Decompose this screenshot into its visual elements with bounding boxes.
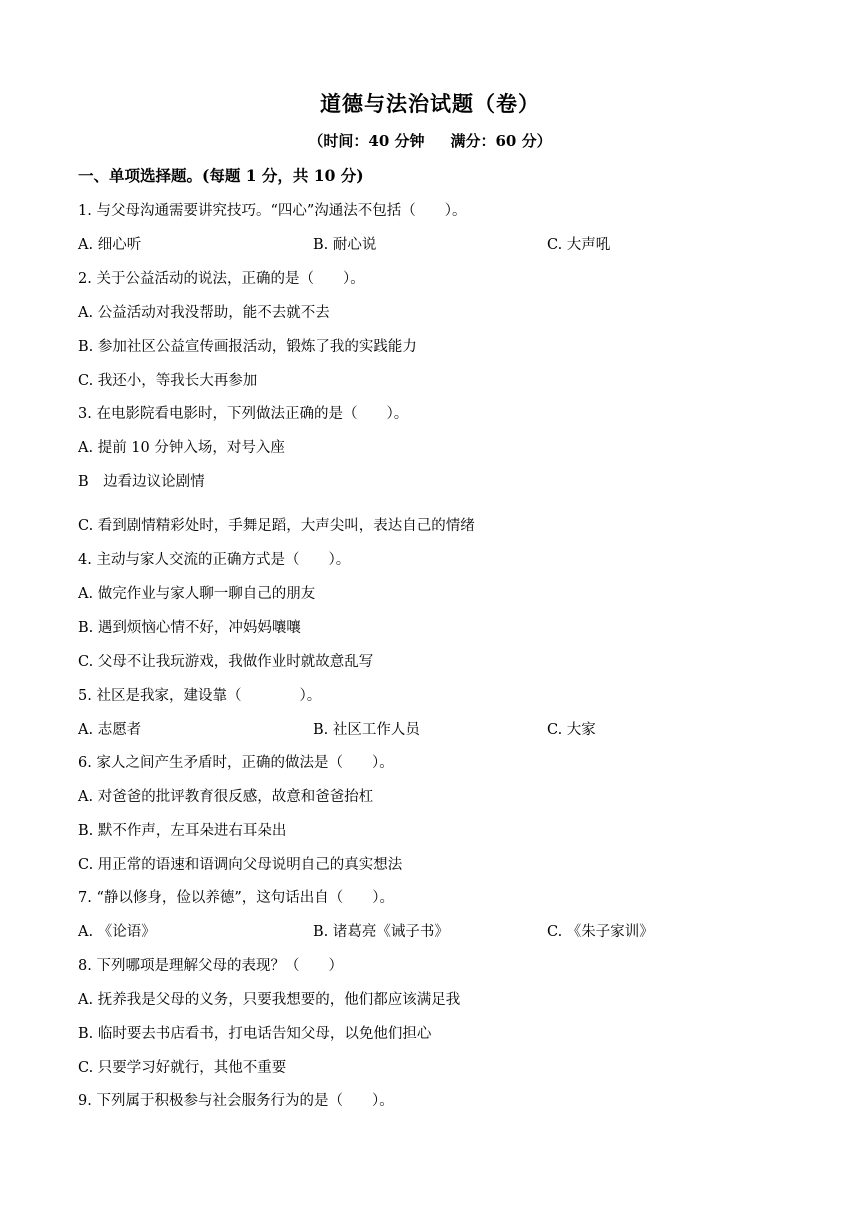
exam-score: 满分：60 分） — [450, 132, 552, 150]
page-title: 道德与法治试题（卷） — [320, 91, 540, 116]
question-1-option-c: C. 大声吼 — [547, 237, 611, 253]
question-2-option-a: A. 公益活动对我没帮助，能不去就不去 — [78, 305, 330, 321]
question-5-options — [78, 718, 778, 738]
question-7-option-c: C. 《朱子家训》 — [547, 924, 654, 940]
question-5-option-b: B. 社区工作人员 — [313, 722, 420, 738]
question-5-option-a: A. 志愿者 — [78, 722, 142, 738]
exam-info — [0, 130, 860, 151]
question-3-option-c: C. 看到剧情精彩处时，手舞足蹈，大声尖叫，表达自己的情绪 — [78, 518, 475, 534]
section-heading: 一、单项选择题。(每题 1 分，共 10 分) — [78, 166, 364, 185]
question-3-stem: 3. 在电影院看电影时，下列做法正确的是（ ）。 — [78, 406, 409, 422]
exam-time: （时间：40 分钟 — [308, 132, 425, 150]
question-1-option-b: B. 耐心说 — [313, 237, 377, 253]
question-2-stem: 2. 关于公益活动的说法，正确的是（ ）。 — [78, 271, 365, 287]
question-1-stem: 1. 与父母沟通需要讲究技巧。“四心”沟通法不包括（ ）。 — [78, 203, 467, 219]
question-3-option-a: A. 提前 10 分钟入场，对号入座 — [78, 440, 285, 456]
question-8-option-b: B. 临时要去书店看书，打电话告知父母，以免他们担心 — [78, 1026, 432, 1042]
question-5-stem: 5. 社区是我家，建设靠（ ）。 — [78, 688, 322, 704]
question-3-option-b: B 边看边议论剧情 — [78, 474, 205, 490]
question-7-options — [78, 920, 778, 940]
question-4-option-b: B. 遇到烦恼心情不好，冲妈妈嚷嚷 — [78, 620, 301, 636]
question-2-option-b: B. 参加社区公益宣传画报活动，锻炼了我的实践能力 — [78, 339, 417, 355]
question-1-option-a: A. 细心听 — [78, 237, 142, 253]
question-7-option-b: B. 诸葛亮《诫子书》 — [313, 924, 449, 940]
question-4-stem: 4. 主动与家人交流的正确方式是（ ）。 — [78, 552, 351, 568]
question-4-option-a: A. 做完作业与家人聊一聊自己的朋友 — [78, 586, 316, 602]
question-1-options — [78, 233, 778, 253]
question-7-option-a: A. 《论语》 — [78, 924, 156, 940]
question-6-option-b: B. 默不作声，左耳朵进右耳朵出 — [78, 823, 287, 839]
question-2-option-c: C. 我还小，等我长大再参加 — [78, 373, 258, 389]
question-6-option-c: C. 用正常的语速和语调向父母说明自己的真实想法 — [78, 857, 403, 873]
question-9-stem: 9. 下列属于积极参与社会服务行为的是（ ）。 — [78, 1093, 394, 1109]
question-6-stem: 6. 家人之间产生矛盾时，正确的做法是（ ）。 — [78, 755, 394, 771]
question-6-option-a: A. 对爸爸的批评教育很反感，故意和爸爸抬杠 — [78, 789, 374, 805]
question-8-stem: 8. 下列哪项是理解父母的表现？（ ） — [78, 958, 343, 974]
question-8-option-a: A. 抚养我是父母的义务，只要我想要的，他们都应该满足我 — [78, 992, 461, 1008]
question-8-option-c: C. 只要学习好就行，其他不重要 — [78, 1060, 287, 1076]
question-4-option-c: C. 父母不让我玩游戏，我做作业时就故意乱写 — [78, 654, 374, 670]
question-7-stem: 7. “静以修身，俭以养德”，这句话出自（ ）。 — [78, 890, 395, 906]
question-5-option-c: C. 大家 — [547, 722, 596, 738]
